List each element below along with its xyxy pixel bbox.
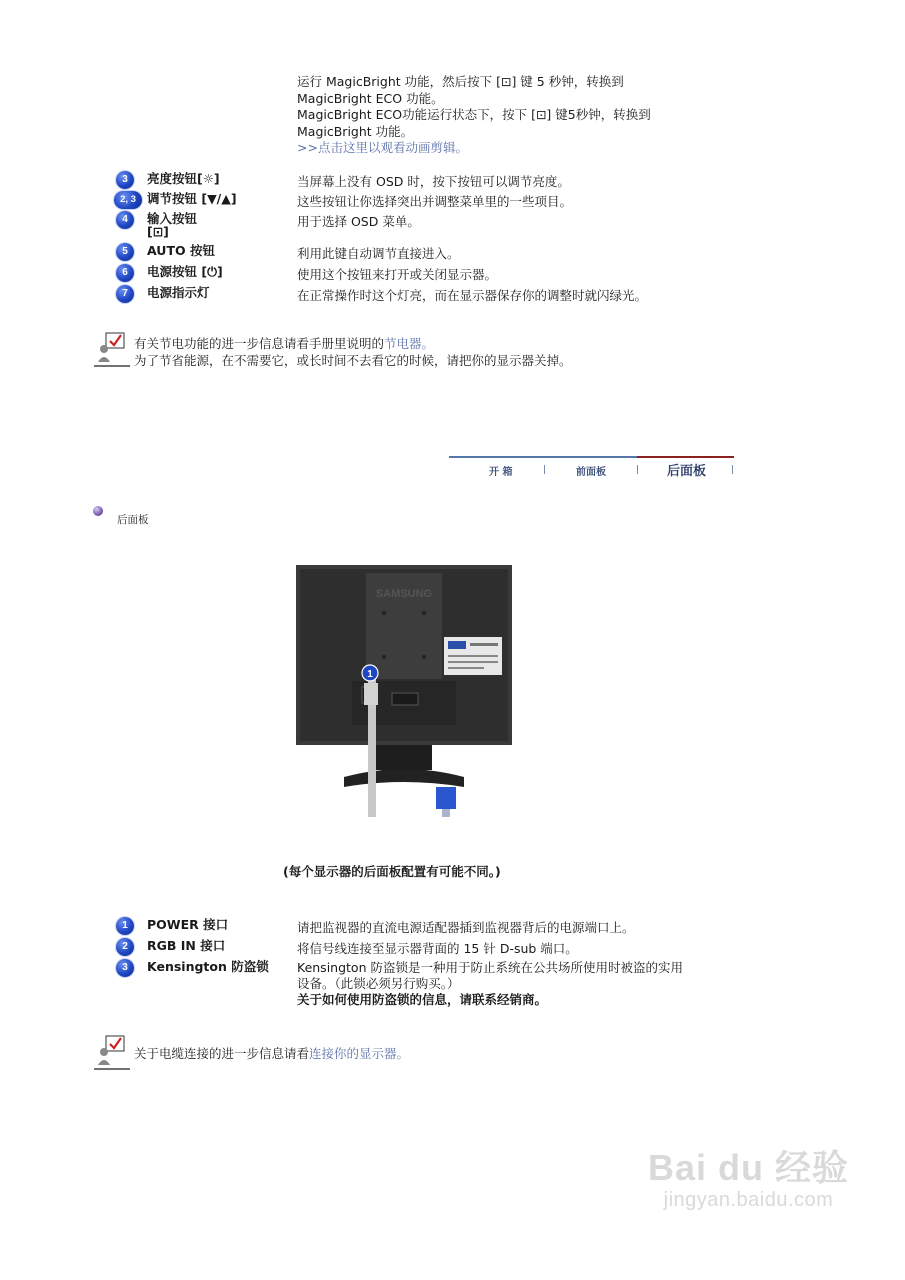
tab-unpacking[interactable]: 开 箱 — [489, 467, 513, 478]
number-badge: 4 — [116, 211, 134, 229]
item-label-line: 输入按钮 — [147, 211, 198, 226]
connect-monitor-link[interactable]: 连接你的显示器。 — [309, 1046, 410, 1061]
section-title: 后面板 — [117, 514, 149, 526]
item-label: AUTO 按钮 — [147, 243, 215, 258]
animation-clip-link[interactable]: >>点击这里以观看动画剪辑。 — [297, 140, 468, 155]
image-caption: (每个显示器的后面板配置有可能不同。) — [283, 864, 501, 879]
tab-separator — [732, 465, 733, 474]
intro-line: MagicBright 功能。 — [297, 123, 414, 139]
list-item-power-port — [116, 916, 756, 934]
item-description: 利用此键自动调节直接进入。 — [297, 246, 460, 261]
intro-line: 运行 MagicBright 功能，然后按下 [⊡] 键 5 秒钟，转换到 — [297, 74, 624, 89]
tab-separator — [637, 465, 638, 474]
watermark-url: jingyan.baidu.com — [663, 1189, 834, 1211]
item-description — [297, 960, 683, 1008]
item-label: POWER 接口 — [147, 917, 229, 932]
watermark-logo-text: Bai du 经验 — [647, 1147, 849, 1188]
tab-rear-panel[interactable]: 后面板 — [667, 464, 707, 479]
number-badge: 3 — [116, 171, 134, 189]
number-badge: 2 — [116, 938, 134, 956]
number-badge: 5 — [116, 243, 134, 261]
intro-line: MagicBright ECO功能运行状态下，按下 [⊡] 键5秒钟，转换到 — [297, 107, 651, 122]
number-badge: 3 — [116, 959, 134, 977]
item-label: 调节按钮 [▼/▲] — [147, 191, 237, 206]
item-description: 这些按钮让你选择突出并调整菜单里的一些项目。 — [297, 194, 573, 209]
note-cable-connection — [134, 1045, 409, 1062]
item-description: 请把监视器的直流电源适配器插到监视器背后的电源端口上。 — [297, 920, 635, 935]
number-badge: 1 — [116, 917, 134, 935]
section-tabs — [449, 456, 734, 478]
callout-badge: 1 — [367, 669, 373, 680]
list-item-rgb-port — [116, 937, 756, 955]
item-label: 电源按钮 [⏻] — [147, 264, 223, 279]
list-item-brightness — [116, 170, 756, 188]
number-badge: 6 — [116, 264, 134, 282]
note-text: 关于电缆连接的进一步信息请看 — [134, 1046, 310, 1061]
monitor-rear-image — [296, 565, 512, 817]
tab-front-panel[interactable]: 前面板 — [576, 467, 606, 478]
item-label: 电源指示灯 — [147, 285, 210, 300]
list-item-adjust — [116, 190, 756, 208]
item-description-line: Kensington 防盗锁是一种用于防止系统在公共场所使用时被盗的实用 — [297, 960, 683, 975]
bullet-icon — [93, 506, 103, 516]
item-label: RGB IN 接口 — [147, 938, 226, 953]
note-icon — [92, 332, 132, 368]
note-icon — [92, 1035, 132, 1071]
list-item-kensington-lock — [116, 958, 756, 1010]
power-saver-link[interactable]: 节电器。 — [384, 336, 435, 351]
brand-embossing: SAMSUNG — [375, 588, 433, 600]
number-badge: 2, 3 — [114, 191, 142, 209]
item-description-line: 关于如何使用防盗锁的信息，请联系经销商。 — [297, 992, 548, 1007]
item-description: 将信号线连接至显示器背面的 15 针 D-sub 端口。 — [297, 941, 578, 956]
item-description: 用于选择 OSD 菜单。 — [297, 214, 420, 229]
item-description-line: 设备。（此锁必须另行购买。） — [297, 976, 460, 991]
baidu-watermark — [648, 1140, 849, 1212]
note-text: 为了节省能源，在不需要它，或长时间不去看它的时候，请把你的显示器关掉。 — [134, 353, 572, 368]
note-text: 有关节电功能的进一步信息请看手册里说明的 — [134, 336, 385, 351]
list-item-power-button — [116, 263, 756, 281]
item-description: 当屏幕上没有 OSD 时，按下按钮可以调节亮度。 — [297, 174, 570, 189]
list-item-input — [116, 210, 756, 240]
item-label-line: [⊡] — [147, 224, 169, 239]
item-label: Kensington 防盗锁 — [147, 959, 269, 974]
list-item-auto — [116, 242, 756, 260]
note-power-saving — [134, 335, 572, 369]
tab-underline — [449, 456, 637, 458]
item-label — [147, 212, 287, 238]
list-item-power-indicator — [116, 284, 756, 302]
item-label: 亮度按钮[☼] — [147, 171, 220, 186]
item-description: 使用这个按钮来打开或关闭显示器。 — [297, 267, 498, 282]
intro-paragraph — [297, 74, 697, 157]
tab-underline-active — [637, 456, 734, 458]
intro-line: MagicBright ECO 功能。 — [297, 90, 444, 106]
item-description: 在正常操作时这个灯亮，而在显示器保存你的调整时就闪绿光。 — [297, 288, 648, 303]
tab-separator — [544, 465, 545, 474]
number-badge: 7 — [116, 285, 134, 303]
